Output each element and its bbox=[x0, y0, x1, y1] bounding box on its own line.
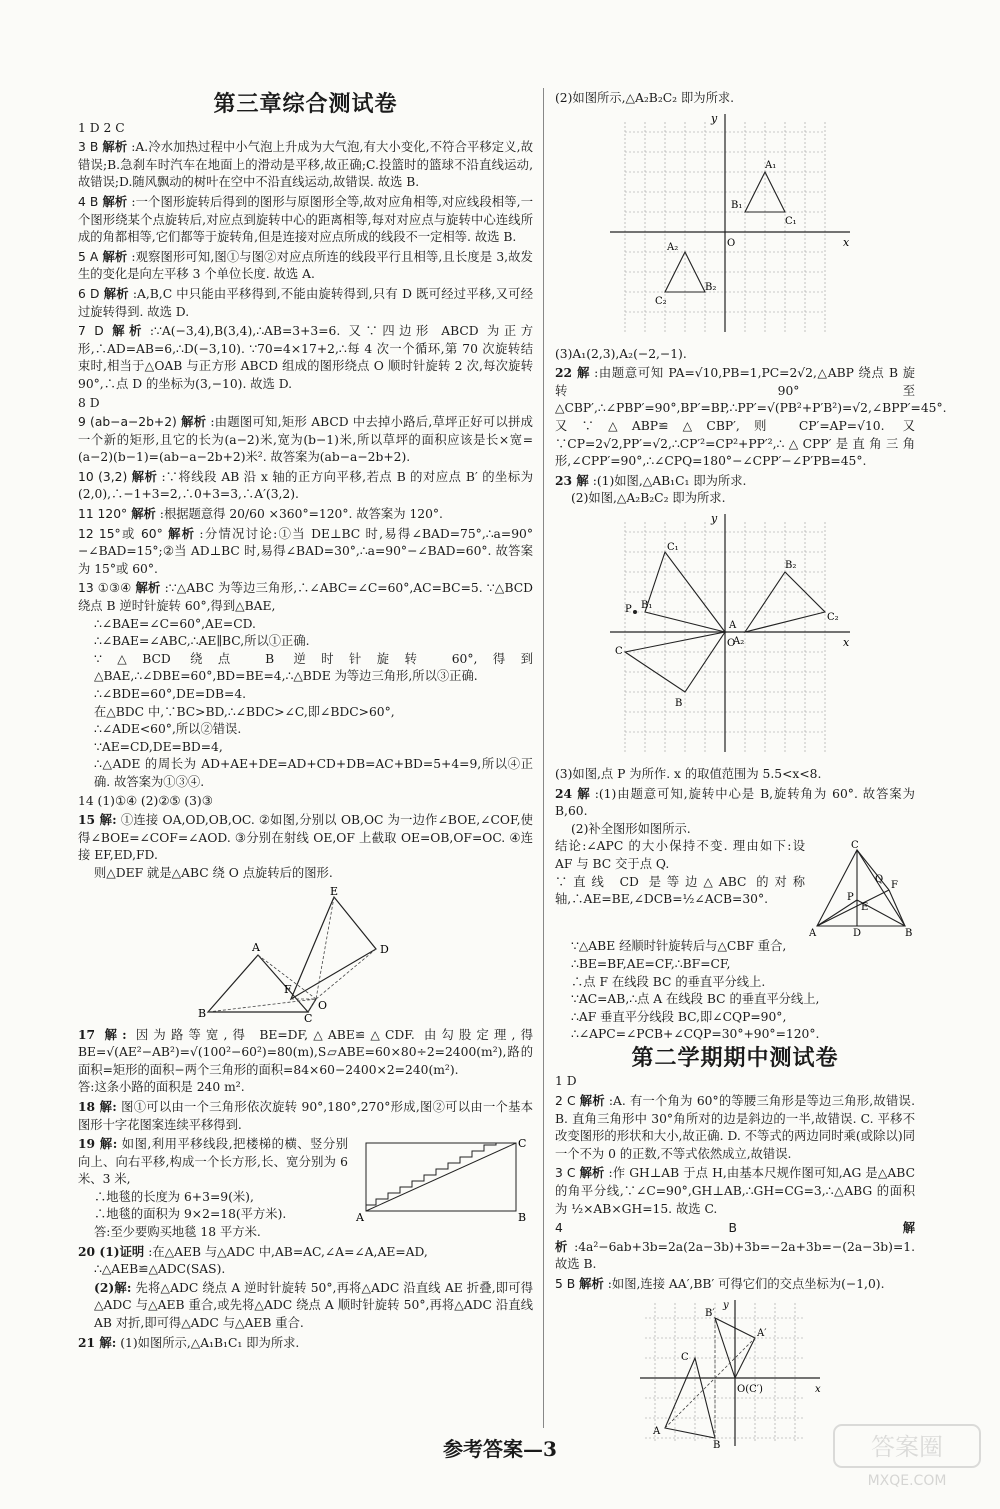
answer-q1: 1 D 2 C bbox=[78, 120, 125, 135]
svg-text:x: x bbox=[843, 635, 850, 649]
svg-text:x: x bbox=[843, 235, 850, 249]
svg-text:答案圈: 答案圈 bbox=[871, 1433, 943, 1461]
left-column bbox=[78, 90, 533, 1353]
answer-m5: 5 B 解析 :如图,连接 AA′,BB′ 可得它们的交点坐标为(−1,0). bbox=[555, 1276, 885, 1291]
fig-label-b: B bbox=[197, 1006, 206, 1020]
answer-q21: 21 解: (1)如图所示,△A₁B₁C₁ 即为所求. bbox=[78, 1334, 300, 1350]
svg-text:A₁: A₁ bbox=[765, 159, 777, 171]
answer-q7: 7 D 解析 :∵A(−3,4),B(3,4),∴AB=3+3=6. 又∵四边形 ABCD 为正方形,∴AD=AB=6,∴D(−3,10). ∵70=4×17+2,∴每 4 次一个循环,第 70 次旋转结束时,相当于△OAB 与正方形 ABCD 组成的图形绕点 O 顺时针旋转 2 次,每次旋转 90°,∴点 D 的坐标为(3,−10). 故选 D. bbox=[78, 323, 533, 391]
answer-q12: 12 15°或 60° 解析 :分情况讨论:①当 DE⊥BC 时,易得∠BAD=75°,∴a=90°−∠BAD=15°;②当 AD⊥BC 时,易得∠BAD=30°,∴a=90°−∠BAD=60°. 故答案为 15°或 60°. bbox=[78, 525, 533, 576]
q15-rotation-figure bbox=[196, 887, 416, 1022]
answer-q6: 6 D 解析 :A,B,C 中只能由平移得到,不能由旋转得到,只有 D 既可经过平移,又可经过旋转得到. 故选 D. bbox=[78, 285, 533, 319]
answer-m1: 1 D bbox=[555, 1074, 577, 1089]
svg-text:B: B bbox=[518, 1211, 527, 1224]
svg-text:C₂: C₂ bbox=[655, 295, 667, 307]
answer-q13: 13 ①③④ 解析 :∵△ABC 为等边三角形,∴∠ABC=∠C=60°,AC=BC=5. ∵△BCD 绕点 B 逆时针旋转 60°,得到△BAE, ∴∠BAE=∠C=60°,AE=CD. ∴∠BAE=∠ABC,∴AE∥BC,所以①正确. ∵△BCD 绕点 B 逆时针旋转 60°,得到△BAE,∴∠DBE=60°,BD=BE=4,∴△BDE 为等边三角形,所以③正确. ∴∠BDE=60°,DE=DB=4. 在△BDC 中,∵BC>BD,∴∠BDC>∠C,即∠BDC>60°, ∴∠ADE<60°,所以②错误. ∵AE=CD,DE=BD=4, ∴△ADE 的周长为 AD+AE+DE=AD+CD+DB=AC+BD=5+4=9,所以④正确. 故答案为①③④. bbox=[78, 580, 533, 789]
answer-q8: 8 D bbox=[78, 395, 100, 410]
page-footer: 参考答案—3 bbox=[443, 1437, 557, 1461]
answer-q14: 14 (1)①④ (2)②⑤ (3)③ bbox=[78, 793, 213, 808]
answer-q5: 5 A 解析 :观察图形可知,图①与图②对应点所连的线段平行且相等,且长度是 3,故发生的变化是向左平移 3 个单位长度. 故选 A. bbox=[78, 248, 533, 282]
svg-text:B₁: B₁ bbox=[641, 599, 653, 611]
answer-m4: 4 B 解析 :4a²−6ab+3b=2a(2a−3b)+3b=−2a+3b=−(2a−3b)=1. 故选 B. bbox=[555, 1220, 915, 1272]
svg-text:y: y bbox=[711, 511, 718, 525]
svg-text:A: A bbox=[653, 1425, 661, 1437]
fig-label-o: O bbox=[317, 998, 327, 1012]
svg-text:B: B bbox=[713, 1439, 721, 1448]
svg-text:E: E bbox=[861, 902, 869, 914]
svg-text:C₁: C₁ bbox=[785, 215, 797, 227]
svg-text:A: A bbox=[729, 619, 737, 631]
svg-text:x: x bbox=[815, 1383, 821, 1395]
svg-text:D: D bbox=[853, 928, 862, 939]
svg-text:B₂: B₂ bbox=[705, 281, 717, 293]
fig-label-a: A bbox=[251, 940, 260, 954]
svg-text:A₂: A₂ bbox=[733, 635, 745, 647]
svg-text:y: y bbox=[711, 111, 718, 125]
fig-label-c: C bbox=[303, 1011, 312, 1022]
answer-q10: 10 (3,2) 解析 :∵将线段 AB 沿 x 轴的正方向平移,若点 B 的对应点 B′ 的坐标为(2,0),∴−1+3=2,∴0+3=3,∴A′(3,2). bbox=[78, 468, 533, 502]
svg-text:Q: Q bbox=[875, 874, 884, 886]
fig-label-d: D bbox=[379, 942, 389, 956]
svg-text:C: C bbox=[851, 840, 859, 852]
svg-text:O: O bbox=[727, 637, 736, 649]
q21-coordinate-grid bbox=[605, 112, 865, 342]
svg-text:A: A bbox=[809, 928, 817, 939]
answer-q24: 24 解 :(1)由题意可知,旋转中心是 B,旋转角为 60°. 故答案为 B,60. (2)补全图形如图所示. 结论:∠APC 的大小保持不变. 理由如下:设 AF 与 BC 交于点 Q. ∵直线 CD 是等边△ABC 的对称轴,∴AE=BE,∠DCB=½∠ACB=30°. C A B D E F P Q ∵△ABE 经顺时针旋转后与△CBF 重合, ∴BE=BF,AE=CF,∴BF=CF, ∴点 F 在线段 BC 的垂直平分线上. ∵AC=AB,∴点 A 在线段 BC 的垂直平分线上, ∴AF 垂直平分线段 BC,即∠CQP=90°, ∴∠APC=∠PCB+∠CQP=30°+90°=120°. bbox=[555, 785, 915, 1042]
answer-q11: 11 120° 解析 :根据题意得 20/60 ×360°=120°. 故答案为 120°. bbox=[78, 506, 443, 522]
answer-m2: 2 C 解析 :A. 有一个角为 60°的等腰三角形是等边三角形,故错误. B. 直角三角形中 30°角所对的边是斜边的一半,故错误. C. 平移不改变图形的形状和大小,故正确. D. 不等式的两边同时乘(或除以)同一个不为 0 的正数,不等式依然成立,故错误. bbox=[555, 1093, 915, 1161]
svg-text:A: A bbox=[356, 1211, 364, 1224]
svg-text:O(C′): O(C′) bbox=[737, 1383, 763, 1395]
svg-text:P: P bbox=[625, 603, 632, 615]
svg-text:P: P bbox=[847, 892, 854, 904]
midterm-title: 第二学期期中测试卷 bbox=[631, 1044, 839, 1071]
answer-q3: 3 B 解析 :A.冷水加热过程中小气泡上升成为大气泡,有大小变化,不符合平移定义,故错误;B.急刹车时汽车在地面上的滑动是平移,故正确;C.投篮时的篮球不沿直线运动,故错误;D.随风飘动的树叶在空中不沿直线运动,故错误. 故选 B. bbox=[78, 139, 533, 190]
column-divider bbox=[543, 88, 544, 1428]
stair-figure bbox=[354, 1135, 529, 1223]
answer-q21-part2: (2)如图所示,△A₂B₂C₂ 即为所求. bbox=[555, 91, 735, 105]
answer-q20: 20 (1)证明 :在△AEB 与△ADC 中,AB=AC,∠A=∠A,AE=AD, ∴△AEB≌△ADC(SAS). (2)解: 先将△ADC 绕点 A 逆时针旋转 50°,再将△ADC 沿直线 AE 折叠,即可得△ADC 与△AEB 重合,或先将△ADC 绕点 A 顺时针旋转 50°,再将△ADC 沿直线 AB 对折,即可得△ADC 与△AEB 重合. bbox=[78, 1243, 533, 1331]
svg-text:A₂: A₂ bbox=[667, 241, 679, 253]
svg-text:A′: A′ bbox=[757, 1327, 767, 1339]
answer-q9: 9 (ab−a−2b+2) 解析 :由题图可知,矩形 ABCD 中去掉小路后,草坪正好可以拼成一个新的矩形,且它的长为(a−2)米,宽为(b−1)米,所以草坪的面积应该是长×宽=(a−2)(b−1)=(ab−a−2b+2)米². 故答案为(ab−a−2b+2). bbox=[78, 414, 533, 465]
q23-coordinate-grid bbox=[605, 512, 865, 762]
svg-text:B₂: B₂ bbox=[785, 559, 797, 571]
answer-q23: 23 解 :(1)如图,△AB₁C₁ 即为所求. (2)如图,△A₂B₂C₂ 即为所求. bbox=[555, 472, 747, 506]
svg-text:C: C bbox=[681, 1351, 689, 1363]
q24-triangle-figure bbox=[809, 838, 914, 938]
answer-q19: 19 解: 如图,利用平移线段,把楼梯的横、竖分别向上、向右平移,构成一个长方形,长、宽分别为 6 米、3 米, ∴地毯的长度为 6+3=9(米), ∴地毯的面积为 9×2=18(平方米). 答:至少要购买地毯 18 平方米. A B C bbox=[78, 1135, 533, 1242]
svg-text:y: y bbox=[723, 1299, 729, 1311]
m5-coordinate-grid bbox=[635, 1298, 835, 1448]
answer-q21-part3: (3)A₁(2,3),A₂(−2,−1). bbox=[555, 346, 687, 361]
svg-text:O: O bbox=[727, 237, 736, 249]
fig-label-e: E bbox=[329, 886, 338, 898]
svg-text:B′: B′ bbox=[705, 1307, 715, 1319]
answer-q17: 17 解: 因为路等宽,得 BE=DF,△ABE≌△CDF. 由勾股定理,得 BE=√(AE²−AB²)=√(100²−60²)=80(m),S▱ABE=60×80÷2=2400(m²),路的面积=矩形的面积−两个三角形的面积=84×60−2400×2=240(m²). 答:这条小路的面积是 240 m². bbox=[78, 1026, 533, 1095]
svg-text:F: F bbox=[891, 880, 898, 892]
svg-text:B₁: B₁ bbox=[731, 199, 743, 211]
svg-text:MXQE.COM: MXQE.COM bbox=[867, 1473, 947, 1489]
svg-text:B: B bbox=[675, 697, 683, 709]
answer-q15: 15 解: ①连接 OA,OD,OB,OC. ②如图,分别以 OB,OC 为一边作∠BOE,∠COF,使得∠BOE=∠COF=∠AOD. ③分别在射线 OE,OF 上截取 OE=OB,OF=OC. ④连接 EF,ED,FD. 则△DEF 就是△ABC 绕 O 点旋转后的图形. bbox=[78, 812, 533, 880]
answer-q22: 22 解 :由题意可知 PA=√10,PB=1,PC=2√2,△ABP 绕点 B 旋转 90°至△CBP′,∴∠PBP′=90°,BP′=BP,∴PP′=√(PB²+P′B²)=√2,∠BPP′=45°. 又∵△ABP≌△CBP′,则 CP′=AP=√10. 又∵CP=2√2,PP′=√2,∴CP′²=CP²+PP′²,∴△CPP′是直角三角形,∠CPP′=90°,∴∠CPQ=180°−∠CPP′−∠P′PB=45°. bbox=[555, 365, 947, 469]
fig-label-f: F bbox=[283, 982, 292, 996]
answer-q4: 4 B 解析 :一个图形旋转后得到的图形与原图形全等,故对应角相等,对应线段相等,一个图形绕某个点旋转后,对应点到旋转中心的距离相等,每对对应点与旋转中心连线所成的角都相等,它们都等于旋转角,但是连接对应点所成的线段不一定相等. 故选 B. bbox=[78, 193, 533, 245]
chapter3-title: 第三章综合测试卷 bbox=[213, 91, 398, 117]
svg-text:C₁: C₁ bbox=[667, 541, 679, 553]
svg-text:C: C bbox=[615, 645, 623, 657]
answer-q18: 18 解: 图①可以由一个三角形依次旋转 90°,180°,270°形成,图②可以由一个基本图形十字花图案连续平移得到. bbox=[78, 1098, 533, 1132]
answer-m3: 3 C 解析 :作 GH⊥AB 于点 H,由基本尺规作图可知,AG 是△ABC 的角平分线,∵∠C=90°,GH⊥AB,∴GH=CG=3,∴△ABG 的面积为 ½×AB×GH=15. 故选 C. bbox=[555, 1165, 915, 1216]
svg-text:C: C bbox=[518, 1137, 527, 1151]
watermark-logo bbox=[832, 1423, 982, 1493]
svg-text:C₂: C₂ bbox=[827, 611, 839, 623]
svg-text:B: B bbox=[905, 928, 913, 939]
answer-q23-part3: (3)如图,点 P 为所作. x 的取值范围为 5.5<x<8. bbox=[555, 766, 822, 781]
